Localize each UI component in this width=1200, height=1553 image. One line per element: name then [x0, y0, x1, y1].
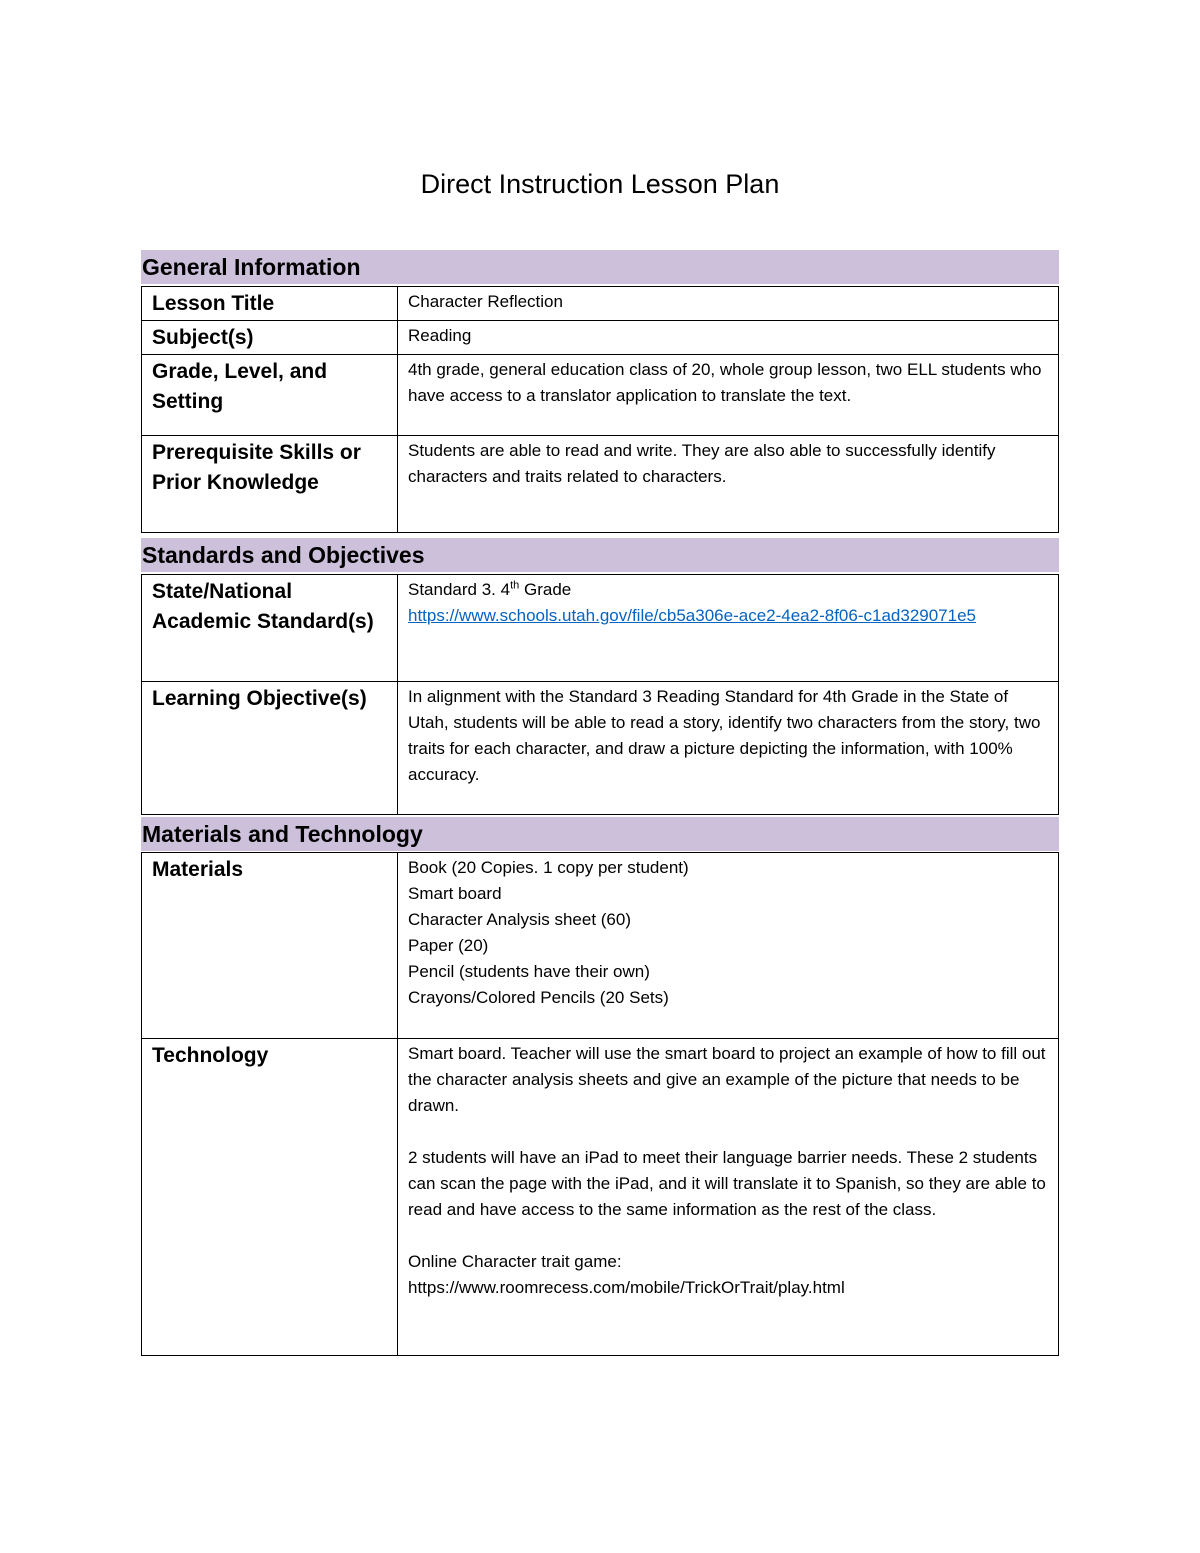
subject-row: [142, 321, 1059, 355]
general-information-heading: General Information: [141, 250, 1059, 284]
state-standard-text: Standard 3. 4: [408, 580, 511, 599]
materials-item: Character Analysis sheet (60): [408, 910, 631, 929]
general-information-section: [141, 250, 1059, 533]
general-information-table: [141, 286, 1059, 533]
materials-item: Crayons/Colored Pencils (20 Sets): [408, 988, 669, 1007]
learning-objective-row: [142, 682, 1059, 815]
materials-item: Paper (20): [408, 936, 489, 955]
materials-item: Smart board: [408, 884, 502, 903]
subject-value: Reading: [398, 321, 1059, 355]
prerequisite-label: Prerequisite Skills or Prior Knowledge: [142, 436, 398, 533]
technology-row: [142, 1039, 1059, 1356]
subject-label: Subject(s): [142, 321, 398, 355]
learning-objective-value: In alignment with the Standard 3 Reading Standard for 4th Grade in the State of Utah, students will be able to read a story, identify two characters from the story, two traits for each character, and draw a picture depicting the information, with 100% accuracy.: [398, 682, 1059, 815]
grade-label: Grade, Level, and Setting: [142, 355, 398, 436]
standards-heading: Standards and Objectives: [141, 538, 1059, 572]
page-title: Direct Instruction Lesson Plan: [420, 169, 780, 199]
standard-link[interactable]: https://www.schools.utah.gov/file/cb5a306e-ace2-4ea2-8f06-c1ad329071e5: [408, 606, 976, 625]
materials-heading: Materials and Technology: [141, 817, 1059, 851]
lesson-title-label: Lesson Title: [142, 287, 398, 321]
prerequisite-value: Students are able to read and write. They are also able to successfully identify characters and traits related to characters.: [398, 436, 1059, 533]
lesson-title-value: Character Reflection: [398, 287, 1059, 321]
grade-row: [142, 355, 1059, 436]
materials-row: [142, 853, 1059, 1039]
learning-objective-label: Learning Objective(s): [142, 682, 398, 815]
materials-item: Pencil (students have their own): [408, 962, 650, 981]
materials-table: [141, 852, 1059, 1356]
state-standard-suffix: Grade: [519, 580, 572, 599]
state-standard-row: [142, 575, 1059, 682]
technology-value: [398, 1039, 1059, 1356]
prerequisite-row: [142, 436, 1059, 533]
state-standard-value: [398, 575, 1059, 682]
standards-section: [141, 538, 1059, 815]
technology-paragraph-1: Smart board. Teacher will use the smart board to project an example of how to fill out the character analysis sheets and give an example of the picture that needs to be drawn.: [408, 1044, 1051, 1115]
materials-section: [141, 817, 1059, 1356]
materials-item: Book (20 Copies. 1 copy per student): [408, 858, 689, 877]
materials-label: Materials: [142, 853, 398, 1039]
technology-paragraph-2: 2 students will have an iPad to meet their language barrier needs. These 2 students can scan the page with the iPad, and it will translate it to Spanish, so they are able to read and have access to the same information as the rest of the class.: [408, 1148, 1051, 1219]
standards-table: [141, 574, 1059, 815]
trait-game-link[interactable]: https://www.roomrecess.com/mobile/TrickOrTrait/play.html: [408, 1278, 845, 1297]
state-standard-sup: th: [510, 579, 520, 592]
materials-list: [398, 853, 1059, 1039]
lesson-title-row: [142, 287, 1059, 321]
state-standard-label: State/National Academic Standard(s): [142, 575, 398, 682]
technology-label: Technology: [142, 1039, 398, 1356]
grade-value: 4th grade, general education class of 20, whole group lesson, two ELL students who have access to a translator application to translate the text.: [398, 355, 1059, 436]
technology-paragraph-3: Online Character trait game:: [408, 1252, 622, 1271]
